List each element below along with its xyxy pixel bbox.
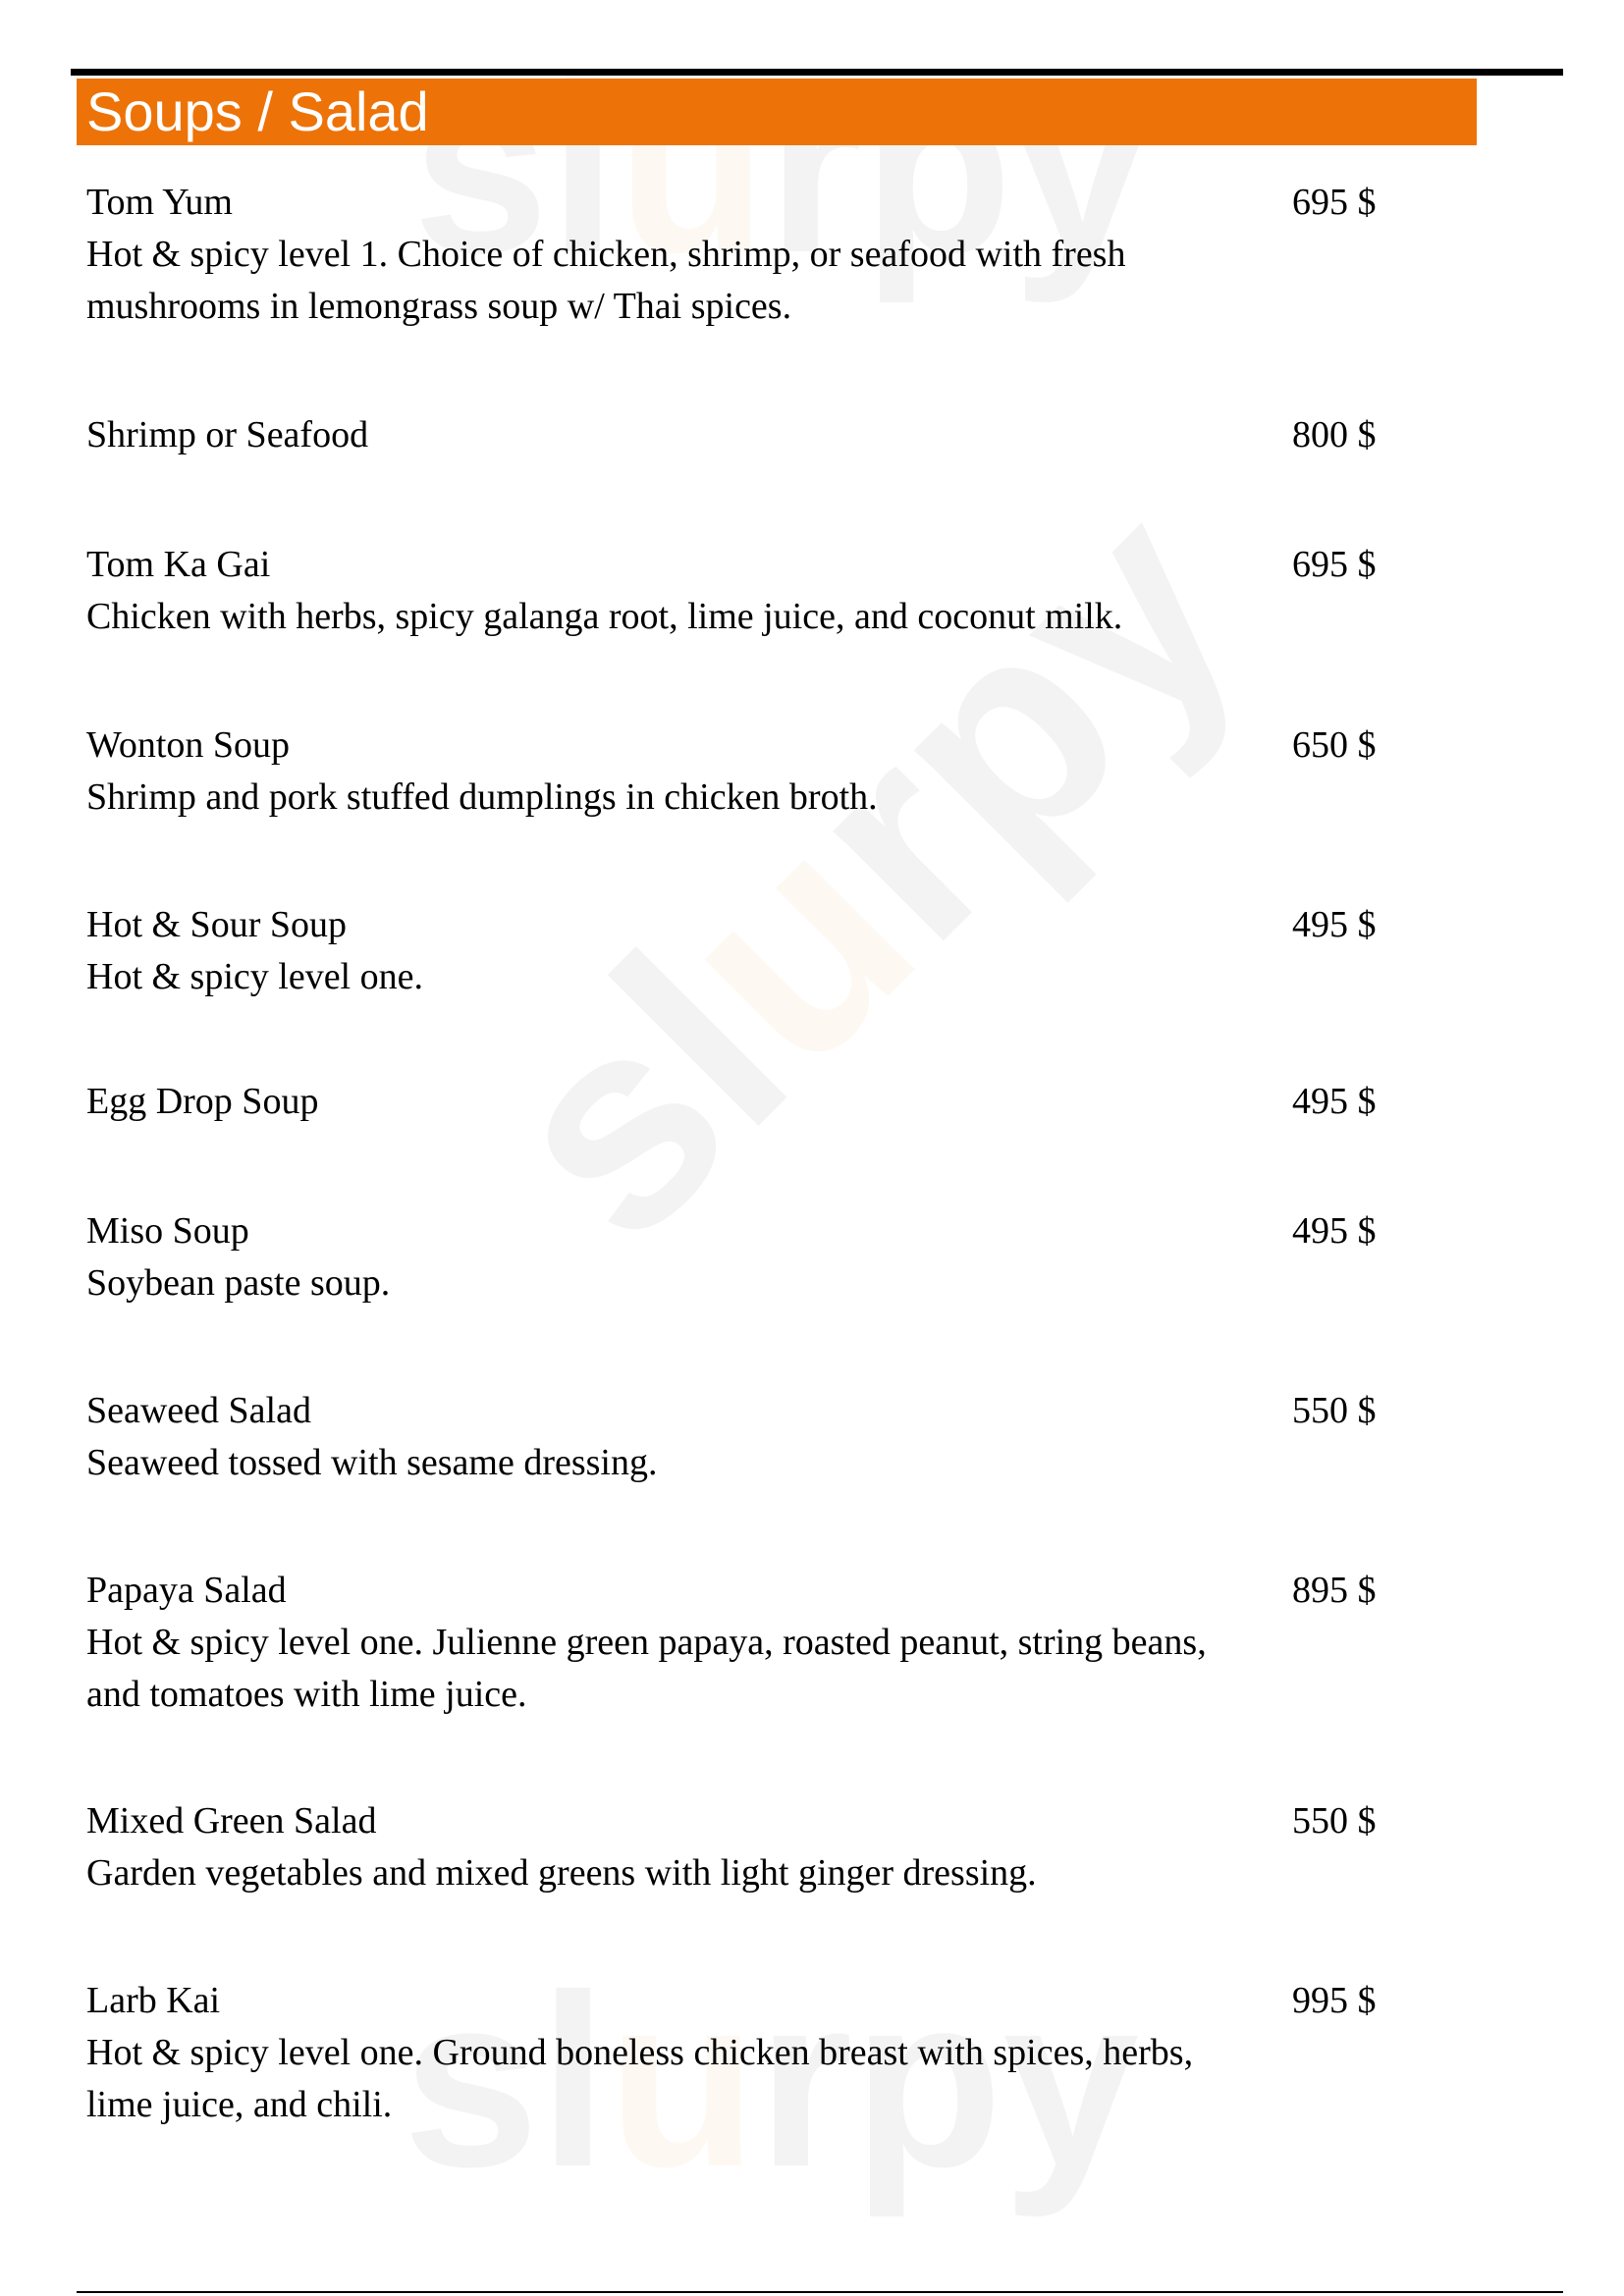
- item-name: Egg Drop Soup: [86, 1081, 319, 1122]
- item-name: Papaya Salad: [86, 1570, 287, 1611]
- item-price: 495 $: [1292, 1210, 1377, 1252]
- menu-item: [86, 899, 1402, 1003]
- item-name: Larb Kai: [86, 1980, 221, 2021]
- menu-item: [86, 1385, 1402, 1489]
- item-price: 550 $: [1292, 1800, 1377, 1842]
- section-title: Soups / Salad: [86, 80, 429, 142]
- item-name: Tom Yum: [86, 182, 233, 223]
- item-price: 550 $: [1292, 1390, 1377, 1431]
- menu-item: [86, 177, 1402, 333]
- menu-item: [86, 1975, 1402, 2131]
- menu-item: [86, 1565, 1402, 1721]
- section-header-bar: [77, 79, 1477, 145]
- item-price: 800 $: [1292, 414, 1377, 455]
- item-price: 995 $: [1292, 1980, 1377, 2021]
- item-price: 895 $: [1292, 1570, 1377, 1611]
- item-name: Shrimp or Seafood: [86, 414, 369, 455]
- item-description: Garden vegetables and mixed greens with light ginger dressing.: [86, 1852, 1037, 1894]
- item-name: Miso Soup: [86, 1210, 249, 1252]
- item-price: 695 $: [1292, 544, 1377, 585]
- menu-item: [86, 1076, 1402, 1128]
- item-price: 650 $: [1292, 724, 1377, 766]
- item-name: Tom Ka Gai: [86, 544, 271, 585]
- item-price: 495 $: [1292, 904, 1377, 945]
- item-description: Soybean paste soup.: [86, 1262, 391, 1304]
- bottom-rule: [77, 2291, 1563, 2293]
- item-name: Hot & Sour Soup: [86, 904, 347, 945]
- menu-item: [86, 1795, 1402, 1899]
- item-price: 495 $: [1292, 1081, 1377, 1122]
- item-description: Hot & spicy level one. Ground boneless chicken breast with spices, herbs, lime juice, and chili.: [86, 2032, 1194, 2125]
- menu-item: [86, 409, 1402, 461]
- item-price: 695 $: [1292, 182, 1377, 223]
- item-name: Mixed Green Salad: [86, 1800, 377, 1842]
- item-name: Seaweed Salad: [86, 1390, 311, 1431]
- item-description: Hot & spicy level one. Julienne green papaya, roasted peanut, string beans, and tomatoes with lime juice.: [86, 1622, 1207, 1715]
- item-description: Shrimp and pork stuffed dumplings in chicken broth.: [86, 776, 878, 818]
- menu-item: [86, 1205, 1402, 1309]
- item-description: Chicken with herbs, spicy galanga root, lime juice, and coconut milk.: [86, 596, 1123, 637]
- menu-item: [86, 720, 1402, 824]
- menu-item: [86, 539, 1402, 643]
- top-rule: [71, 69, 1563, 76]
- item-description: Hot & spicy level 1. Choice of chicken, shrimp, or seafood with fresh mushrooms in lemongrass soup w/ Thai spices.: [86, 234, 1126, 327]
- item-description: Hot & spicy level one.: [86, 956, 423, 997]
- item-description: Seaweed tossed with sesame dressing.: [86, 1442, 658, 1483]
- item-name: Wonton Soup: [86, 724, 291, 766]
